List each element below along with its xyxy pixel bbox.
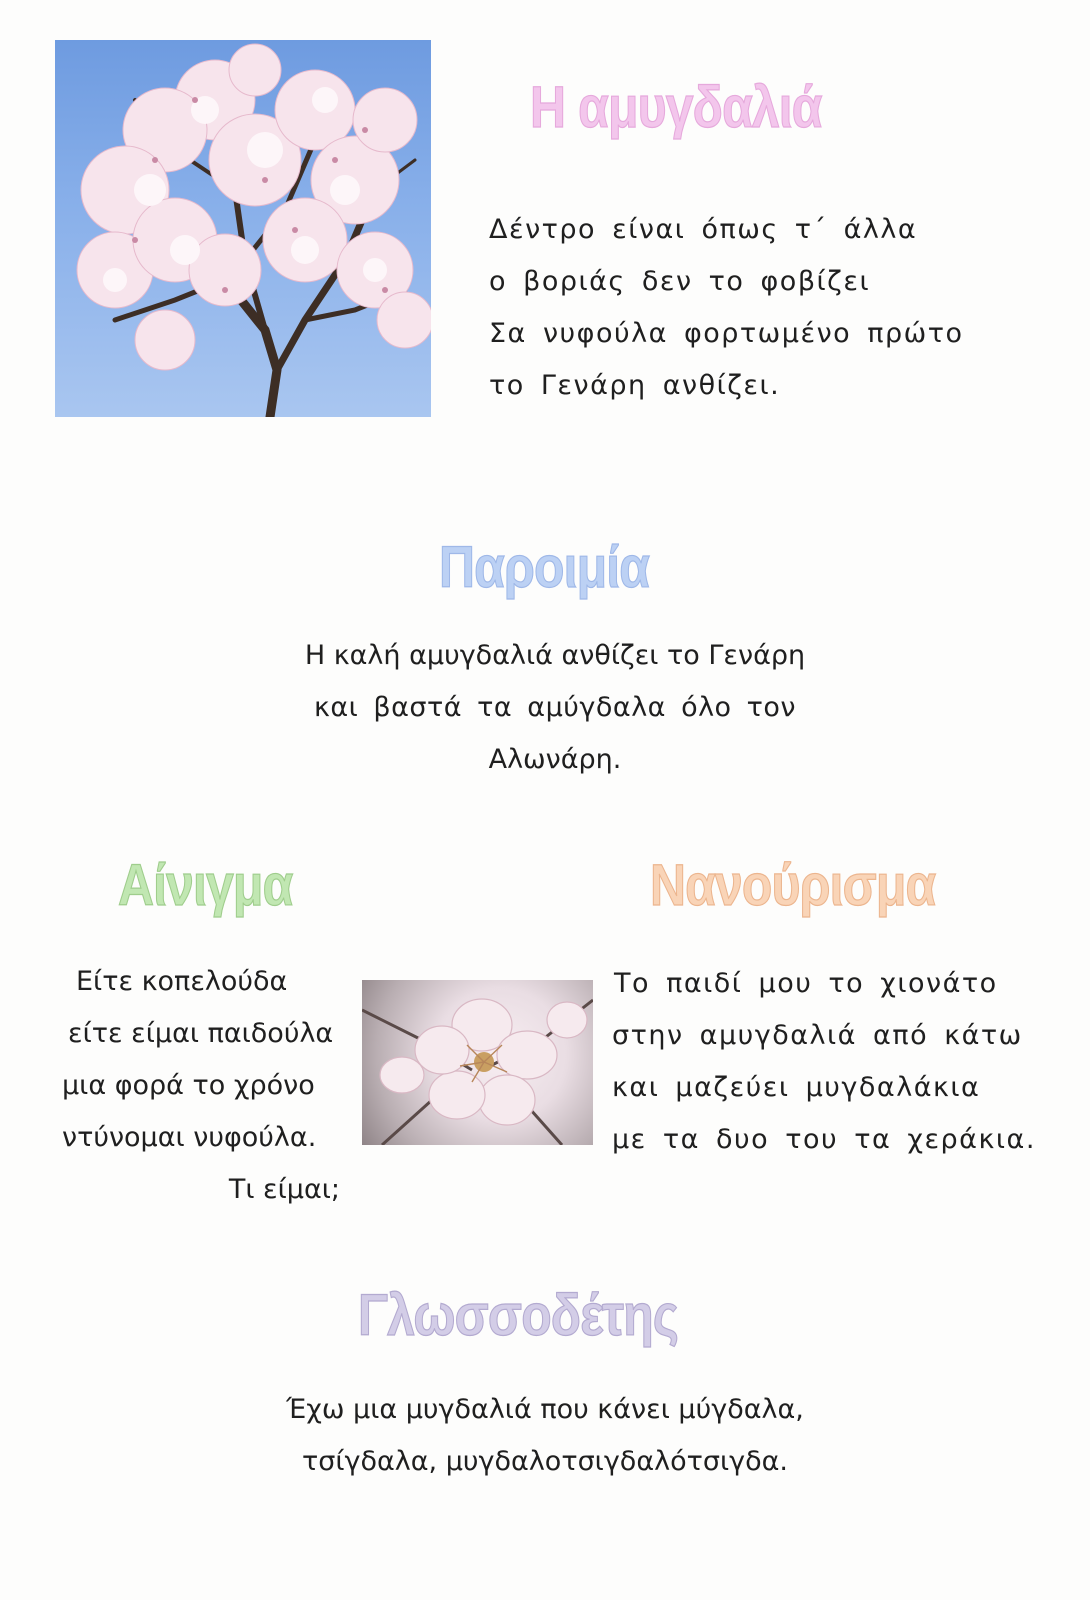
lullaby-line: και μαζεύει μυγδαλάκια <box>612 1072 981 1103</box>
almond-tree-photo <box>55 40 431 417</box>
riddle-question: Τι είμαι; <box>228 1174 340 1205</box>
proverb-text <box>200 630 910 786</box>
almond-tree-illustration <box>55 40 431 417</box>
proverb-line: Η καλή αμυγδαλιά ανθίζει το Γενάρη <box>304 640 806 671</box>
lullaby-line: Το παιδί μου το χιονάτο <box>614 968 998 999</box>
lullaby-line: με τα δυο του τα χεράκια. <box>612 1124 1036 1155</box>
lullaby-text <box>612 958 1036 1166</box>
proverb-line: Αλωνάρη. <box>488 744 622 775</box>
lullaby-line: στην αμυγδαλιά από κάτω <box>612 1020 1023 1051</box>
almond-poem-line: ο βοριάς δεν το φοβίζει <box>489 266 871 297</box>
almond-poem-line: το Γενάρη ανθίζει. <box>489 370 781 401</box>
almond-poem-line: Σα νυφούλα φορτωμένο πρώτο <box>489 318 964 349</box>
riddle-line: είτε είμαι παιδούλα <box>68 1018 334 1049</box>
tongue-twister-title: Γλωσσοδέτης <box>358 1283 678 1348</box>
lullaby-title: Νανούρισμα <box>650 853 936 918</box>
tongue-twister-text <box>150 1384 940 1488</box>
riddle-line: ντύνομαι νυφούλα. <box>62 1122 317 1153</box>
proverb-title: Παροιμία <box>439 535 650 600</box>
proverb-line: και βαστά τα αμύγδαλα όλο τον <box>313 692 797 723</box>
almond-poem <box>489 204 964 412</box>
almond-blossom-photo <box>362 980 593 1145</box>
almond-poem-line: Δέντρο είναι όπως τ΄ άλλα <box>489 214 918 245</box>
riddle-line: μια φορά το χρόνο <box>62 1070 315 1101</box>
tongue-twister-line: Έχω μια μυγδαλιά που κάνει μύγδαλα, <box>286 1394 804 1425</box>
tongue-twister-line: τσίγδαλα, μυγδαλοτσιγδαλότσιγδα. <box>301 1446 788 1477</box>
blossom-illustration <box>362 980 593 1145</box>
riddle-line: Είτε κοπελούδα <box>76 966 288 997</box>
riddle-text <box>62 956 340 1216</box>
riddle-title: Αίνιγμα <box>118 853 293 918</box>
almond-tree-title: Η αμυγδαλιά <box>530 75 822 140</box>
